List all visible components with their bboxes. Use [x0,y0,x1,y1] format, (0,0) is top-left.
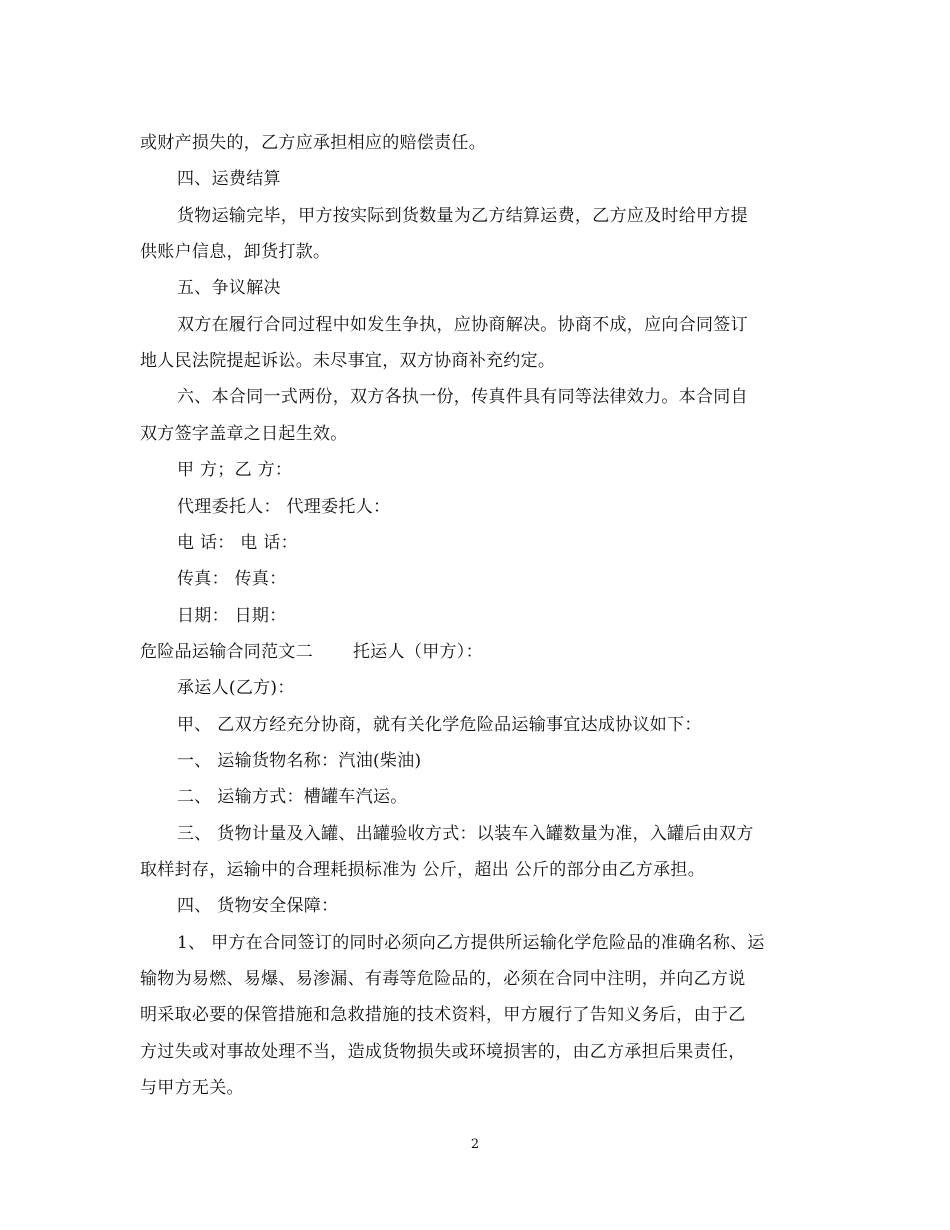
clause-line: 二、 运输方式：槽罐车汽运。 [177,787,408,807]
signature-line: 日期： 日期： [177,606,287,626]
paragraph-line: 与甲方无关。 [140,1078,244,1098]
signature-line: 代理委托人： 代理委托人： [177,497,391,517]
section-title-row [140,640,820,664]
paragraph-line: 方过失或对事故处理不当，造成货物损失或环境损害的，由乙方承担后果责任， [140,1042,746,1062]
clause-line: 三、 货物计量及入罐、出罐验收方式：以装车入罐数量为准，入罐后由双方 [177,824,754,844]
shipper-label: 托运人（甲方）： [353,642,483,662]
paragraph-line: 六、本合同一式两份，双方各执一份，传真件具有同等法律效力。本合同自 [177,387,748,407]
signature-line: 传真： 传真： [177,569,287,589]
clause-line: 1、 甲方在合同签订的同时必须向乙方提供所运输化学危险品的准确名称、运 [177,933,765,953]
section-title: 危险品运输合同范文二 [140,642,313,662]
clause-line: 四、 货物安全保障： [177,896,339,916]
paragraph-line: 输物为易燃、易爆、易渗漏、有毒等危险品的，必须在合同中注明，并向乙方说 [140,969,746,989]
carrier-label: 承运人(乙方)： [177,678,295,698]
paragraph-line: 甲、 乙双方经充分协商，就有关化学危险品运输事宜达成协议如下： [177,715,702,735]
paragraph-line: 明采取必要的保管措施和急救措施的技术资料，甲方履行了告知义务后，由于乙 [140,1005,746,1025]
paragraph-line: 地人民法院提起诉讼。未尽事宜，双方协商补充约定。 [140,351,556,371]
section-heading: 五、争议解决 [177,278,281,298]
paragraph-line: 货物运输完毕，甲方按实际到货数量为乙方结算运费，乙方应及时给甲方提 [177,206,748,226]
clause-line: 一、 运输货物名称：汽油(柴油) [177,751,422,771]
paragraph-line: 取样封存，运输中的合理耗损标准为 公斤，超出 公斤的部分由乙方承担。 [140,860,706,880]
page-number: 2 [470,1137,480,1152]
paragraph-line: 双方签字盖章之日起生效。 [140,424,348,444]
signature-line: 甲 方；乙 方： [177,460,293,480]
paragraph-line: 双方在履行合同过程中如发生争执，应协商解决。协商不成，应向合同签订 [177,315,748,335]
signature-line: 电 话： 电 话： [177,533,298,553]
section-heading: 四、运费结算 [177,169,281,189]
paragraph-line: 供账户信息，卸货打款。 [140,242,331,262]
paragraph-line: 或财产损失的，乙方应承担相应的赔偿责任。 [140,133,486,153]
